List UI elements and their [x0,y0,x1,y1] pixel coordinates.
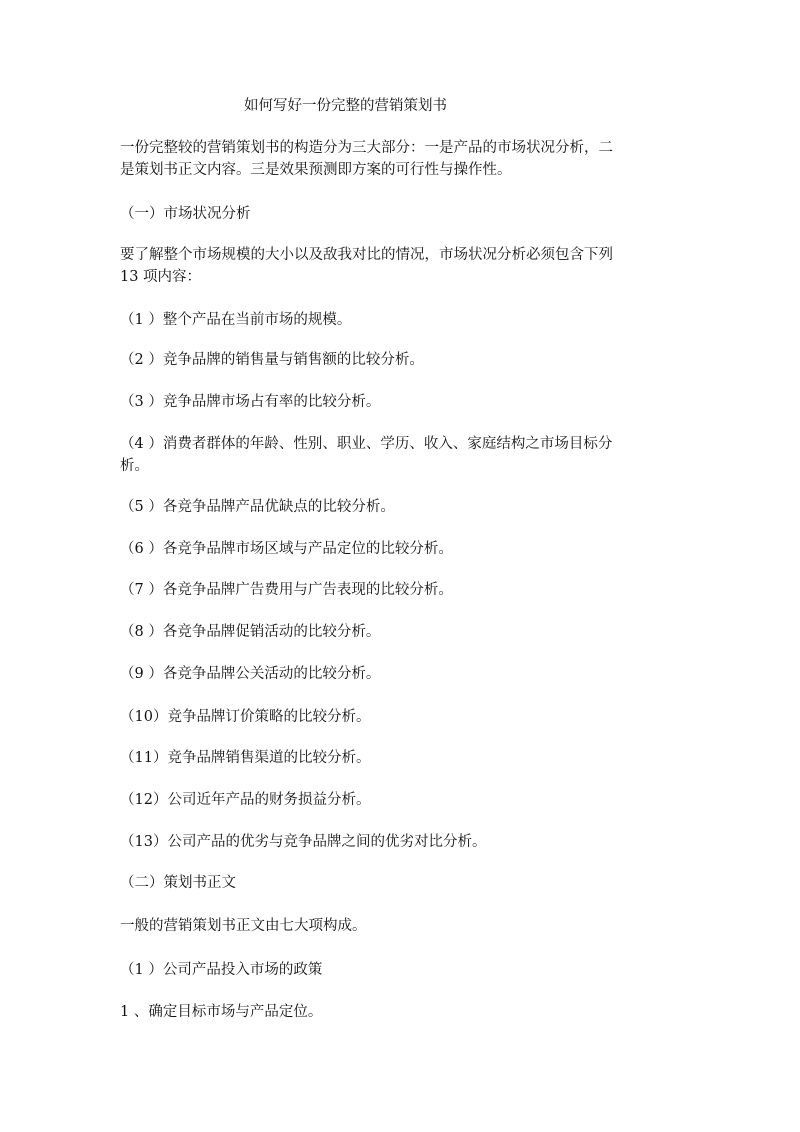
document-title: 如何写好一份完整的营销策划书 [244,98,447,114]
list-item-5: （5 ）各竞争品牌产品优缺点的比较分析。 [120,499,395,515]
list-item-10: （10）竞争品牌订价策略的比较分析。 [120,709,371,725]
list-item-4: （4 ）消费者群体的年龄、性别、职业、学历、收入、家庭结构之市场目标分 [120,436,613,452]
list-item-8: （8 ）各竞争品牌促销活动的比较分析。 [120,624,381,640]
intro-line-2: 是策划书正文内容。三是效果预测即方案的可行性与操作性。 [120,162,512,178]
section2-heading: （二）策划书正文 [120,875,236,891]
section1-intro-line-2: 13 项内容： [120,269,202,285]
section1-intro-line-1: 要了解整个市场规模的大小以及敌我对比的情况，市场状况分析必须包含下列 [120,247,613,263]
list-item-11: （11）竞争品牌销售渠道的比较分析。 [120,750,371,766]
list-item-12: （12）公司近年产品的财务损益分析。 [120,792,371,808]
intro-line-1: 一份完整较的营销策划书的构造分为三大部分：一是产品的市场状况分析，二 [120,140,613,156]
list-item-4-continued: 析。 [120,458,149,474]
list-item-9: （9 ）各竞争品牌公关活动的比较分析。 [120,666,381,682]
section1-heading: （一）市场状况分析 [120,206,251,222]
section2-subitem-1: 1 、确定目标市场与产品定位。 [120,1004,323,1020]
list-item-7: （7 ）各竞争品牌广告费用与广告表现的比较分析。 [120,582,453,598]
section2-item-1: （1 ）公司产品投入市场的政策 [120,962,323,978]
list-item-6: （6 ）各竞争品牌市场区域与产品定位的比较分析。 [120,541,453,557]
list-item-1: （1 ）整个产品在当前市场的规模。 [120,312,352,328]
list-item-13: （13）公司产品的优劣与竞争品牌之间的优劣对比分析。 [120,834,487,850]
section2-intro: 一般的营销策划书正文由七大项构成。 [120,918,367,934]
list-item-3: （3 ）竞争品牌市场占有率的比较分析。 [120,394,381,410]
list-item-2: （2 ）竞争品牌的销售量与销售额的比较分析。 [120,352,424,368]
